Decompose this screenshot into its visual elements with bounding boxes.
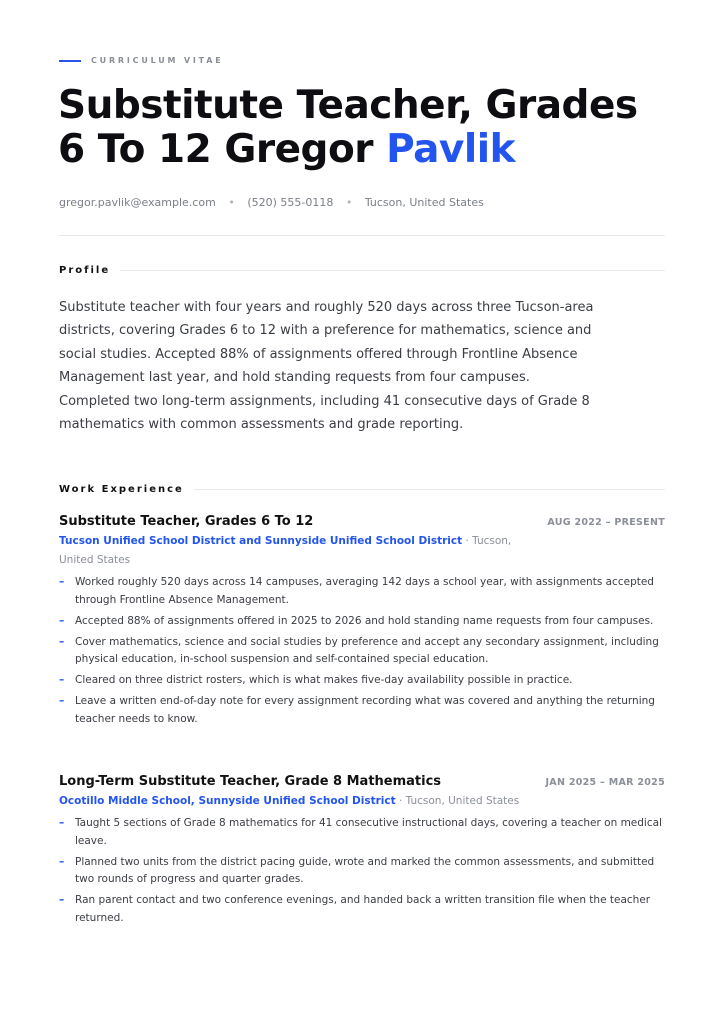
contact-email[interactable]: gregor.pavlik@example.com [59, 196, 216, 209]
name-line-2: 6 To 12 Gregor [58, 127, 387, 172]
name-line-1: Substitute Teacher, Grades [58, 83, 638, 128]
eyebrow [59, 56, 224, 65]
list-item [59, 892, 665, 927]
job-title: Substitute Teacher, Grades 6 To 12 [59, 514, 314, 529]
dash-icon: – [59, 614, 65, 627]
job-dates: JAN 2025 – MAR 2025 [545, 777, 665, 788]
list-item [59, 634, 665, 669]
job-entry [59, 514, 665, 732]
contact-line [59, 196, 484, 209]
list-item [59, 613, 665, 631]
job-dates: AUG 2022 – PRESENT [547, 517, 665, 528]
dash-icon: – [59, 894, 65, 906]
job-location: · Tucson, United States [395, 795, 520, 807]
job-employer: Tucson Unified School District and Sunnyside Unified School District [59, 535, 463, 547]
profile-section-heading [59, 265, 665, 276]
dash-icon: – [59, 635, 65, 648]
list-item [59, 854, 665, 889]
experience-heading: Work Experience [59, 484, 184, 495]
contact-phone[interactable]: (520) 555-0118 [247, 196, 334, 209]
contact-separator: • [228, 196, 235, 209]
dash-icon: – [59, 576, 65, 588]
profile-summary: Substitute teacher with four years and roughly 520 days across three Tucson-area districts, covering Grades 6 to 12 with a preference for mathematics, science and social studies. Accepted 88% of assignments offered through Frontline Absence Management last year, and hold standing requests from four campuses. Completed two long-term assignments, including 41 consecutive days of Grade 8 mathematics with common assessments and grade reporting. [59, 300, 594, 433]
section-rule [194, 489, 665, 490]
dash-icon: – [59, 817, 65, 829]
list-item [59, 693, 665, 728]
list-item [59, 672, 665, 690]
job-bullets [59, 574, 665, 728]
dash-icon: – [59, 674, 65, 686]
job-bullets [59, 815, 665, 927]
dash-icon: – [59, 855, 65, 868]
eyebrow-label: CURRICULUM VITAE [91, 56, 224, 65]
profile-heading: Profile [59, 265, 111, 276]
contact-separator: • [345, 196, 353, 209]
job-org [59, 532, 519, 570]
section-rule [120, 270, 665, 271]
bullet-text: Planned two units from the district pacing guide, wrote and marked the common assessments, and submitted two rounds of progress and quarter grades. [75, 855, 655, 885]
bullet-text: Cover mathematics, science and social studies by preference and accept any secondary assignment, including physical education, in-school suspension and self-contained special education. [75, 635, 659, 665]
bullet-text: Leave a written end-of-day note for every assignment recording what was covered and anything the returning teacher needs to know. [75, 695, 655, 725]
contact-location: Tucson, United States [364, 196, 484, 209]
job-header [59, 774, 665, 789]
bullet-text: Accepted 88% of assignments offered in 2025 to 2026 and hold standing name requests from four campuses. [75, 614, 654, 627]
experience-section-heading [59, 484, 665, 495]
job-employer: Ocotillo Middle School, Sunnyside Unified School District [59, 795, 396, 807]
job-location: · Tucson, United States [59, 535, 512, 566]
job-entry [59, 774, 665, 931]
job-org [59, 792, 665, 811]
dash-icon: – [59, 695, 65, 707]
bullet-text: Cleared on three district rosters, which is what makes five-day availability possible in practice. [75, 674, 573, 686]
bullet-text: Ran parent contact and two conference evenings, and handed back a written transition file when the teacher returned. [75, 894, 651, 924]
list-item [59, 815, 665, 850]
list-item [59, 574, 665, 609]
bullet-text: Taught 5 sections of Grade 8 mathematics for 41 consecutive instructional days, covering a teacher on medical leave. [75, 817, 662, 847]
header-divider [59, 235, 665, 236]
eyebrow-rule [59, 60, 81, 62]
job-title: Long-Term Substitute Teacher, Grade 8 Mathematics [59, 774, 442, 789]
job-header [59, 514, 665, 529]
bullet-text: Worked roughly 520 days across 14 campuses, averaging 142 days a school year, with assignments accepted through Frontline Absence Management. [75, 576, 654, 606]
name-accent: Pavlik [386, 127, 516, 172]
name-heading [58, 84, 698, 172]
